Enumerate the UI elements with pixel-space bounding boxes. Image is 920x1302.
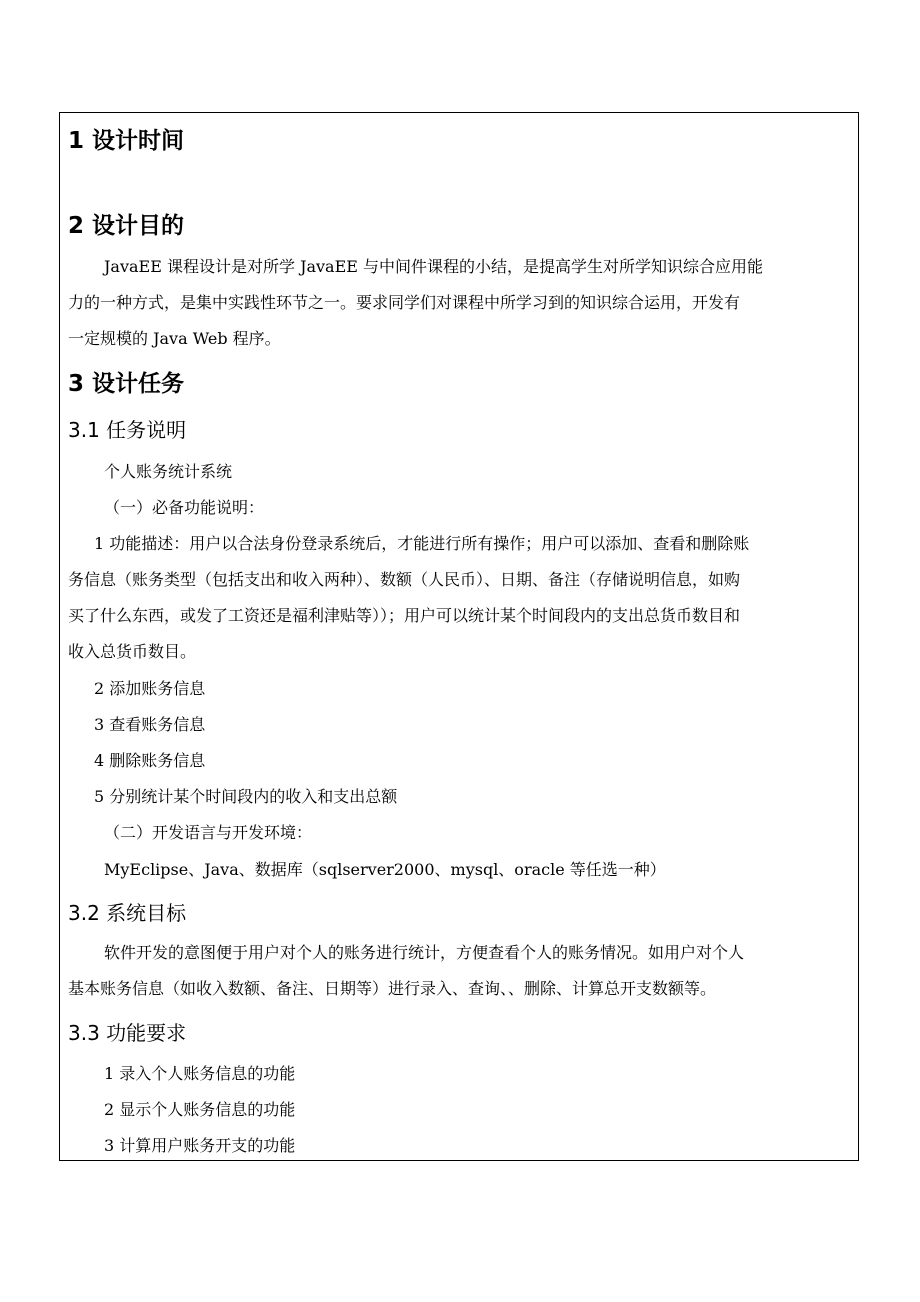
paragraph-line: 务信息（账务类型（包括支出和收入两种）、数额（人民币）、日期、备注（存储说明信息，如购: [68, 570, 741, 589]
section-3-title: 3 设计任务: [68, 371, 185, 397]
section-3-2-title: 3.2 系统目标: [68, 901, 187, 925]
paragraph-line: （二）开发语言与开发环境：: [104, 823, 313, 842]
list-item: 4 删除账务信息: [94, 751, 206, 770]
paragraph-line: 1 功能描述：用户以合法身份登录系统后，才能进行所有操作；用户可以添加、查看和删除账: [94, 534, 750, 553]
paragraph-line: 软件开发的意图便于用户对个人的账务进行统计，方便查看个人的账务情况。如用户对个人: [104, 943, 745, 962]
paragraph-line: JavaEE 课程设计是对所学 JavaEE 与中间件课程的小结，是提高学生对所学知识综合应用能: [104, 257, 764, 276]
section-2-title: 2 设计目的: [68, 213, 185, 239]
list-item: 3 查看账务信息: [94, 715, 206, 734]
list-item: 2 添加账务信息: [94, 679, 206, 698]
paragraph-line: 力的一种方式，是集中实践性环节之一。要求同学们对课程中所学习到的知识综合运用，开发有: [68, 293, 741, 312]
list-item: 2 显示个人账务信息的功能: [104, 1100, 296, 1119]
paragraph-line: MyEclipse、Java、数据库（sqlserver2000、mysql、oracle 等任选一种）: [104, 860, 666, 879]
paragraph-line: 买了什么东西，或发了工资还是福利津贴等））；用户可以统计某个时间段内的支出总货币数目和: [68, 606, 741, 625]
section-3-1-title: 3.1 任务说明: [68, 418, 187, 442]
section-1-title: 1 设计时间: [68, 128, 185, 154]
list-item: 5 分别统计某个时间段内的收入和支出总额: [94, 787, 398, 806]
paragraph-line: 收入总货币数目。: [68, 642, 197, 661]
list-item: 3 计算用户账务开支的功能: [104, 1136, 296, 1155]
paragraph-line: 基本账务信息（如收入数额、备注、日期等）进行录入、查询、、删除、计算总开支数额等。: [68, 979, 717, 998]
paragraph-line: 个人账务统计系统: [104, 462, 233, 481]
paragraph-line: 一定规模的 Java Web 程序。: [68, 329, 281, 348]
section-3-3-title: 3.3 功能要求: [68, 1021, 187, 1045]
paragraph-line: （一）必备功能说明：: [104, 498, 265, 517]
list-item: 1 录入个人账务信息的功能: [104, 1064, 296, 1083]
